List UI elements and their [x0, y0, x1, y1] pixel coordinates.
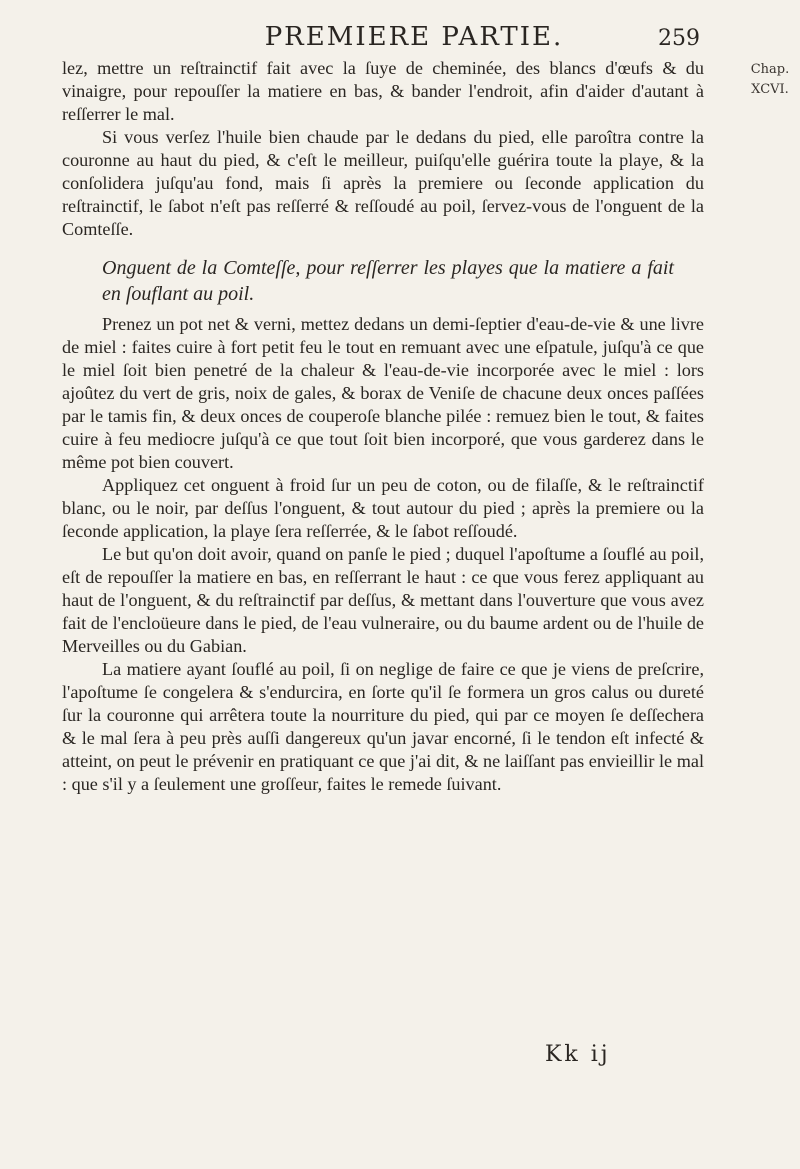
chapter-number: XCVI.: [751, 82, 789, 97]
paragraph-3: Prenez un pot net & verni, mettez dedans un demi-ſeptier d'eau-de-vie & une livre de miel : faites cuire à fort petit feu le tout en remuant avec une eſpatule, juſqu'à ce que le miel ſoit bien penetré de la chaleur & l'eau-de-vie incorporée avec le miel : lors ajoûtez du vert de gris, noix de gales, & borax de Veniſe de chacune deux onces paſſées par le tamis fin, & deux onces de couperoſe blanche pilée : remuez bien le tout, & faites cuire à feu mediocre juſqu'à ce que tout ſoit bien incorporé, que vous garderez dans le même pot bien couvert.: [62, 314, 704, 472]
running-title: PREMIERE PARTIE.: [264, 22, 564, 52]
chapter-marginal-note: [746, 60, 794, 100]
page-number: 259: [658, 26, 700, 51]
section-heading: Onguent de la Comteſſe, pour reſſerrer les playes que la matiere a fait en ſouflant au poil.: [102, 257, 674, 305]
paragraph-1: lez, mettre un reſtrainctif fait avec la ſuye de cheminée, des blancs d'œufs & du vinaigre, pour repouſſer la matiere en bas, & bander l'endroit, afin d'aider d'autant à reſſerrer le mal.: [62, 58, 704, 124]
paragraph-4: Appliquez cet onguent à froid ſur un peu de coton, ou de filaſſe, & le reſtrainctif blanc, ou le noir, par deſſus l'onguent, & tout autour du pied ; après la premiere ou la ſeconde application, la playe ſera reſſerrée, & le ſabot reſſoudé.: [62, 475, 704, 541]
signature-mark: Kk ij: [545, 1042, 611, 1067]
paragraph-5: Le but qu'on doit avoir, quand on panſe le pied ; duquel l'apoſtume a ſouflé au poil, eſt de repouſſer la matiere en bas, en reſſerrant le haut : ce que vous ferez appliquant au haut de l'onguent, & du reſtrainctif par deſſus, & mettant dans l'ouverture que vous avez fait de l'encloüeure dans le pied, de l'eau vulneraire, ou du baume ardent ou de l'huile de Merveilles ou du Gabian.: [62, 544, 704, 656]
running-head: [140, 22, 700, 52]
chapter-label: Chap.: [750, 62, 790, 77]
paragraph-6: La matiere ayant ſouflé au poil, ſi on neglige de faire ce que je viens de preſcrire, l'apoſtume ſe congelera & s'endurcira, en ſorte qu'il ſe formera un gros calus ou dureté ſur la couronne qui arrêtera toute la nourriture du pied, qui par ce moyen ſe deſſechera & le mal ſera à peu près auſſi dangereux qu'un javar encorné, ſi le tendon eſt infecté & atteint, on peut le prévenir en pratiquant ce que j'ai dit, & ne laiſſant pas envieillir le mal : que s'il y a ſeulement une groſſeur, faites le remede ſuivant.: [62, 659, 704, 794]
paragraph-2: Si vous verſez l'huile bien chaude par le dedans du pied, elle paroîtra contre la couronne au haut du pied, & c'eſt le meilleur, puiſqu'elle guérira toute la playe, & la conſolidera juſqu'au fond, mais ſi après la premiere ou ſeconde application du reſtrainctif, le ſabot n'eſt pas reſſerré & reſſoudé au poil, ſervez-vous de l'onguent de la Comteſſe.: [62, 127, 704, 239]
main-text: [62, 57, 704, 796]
